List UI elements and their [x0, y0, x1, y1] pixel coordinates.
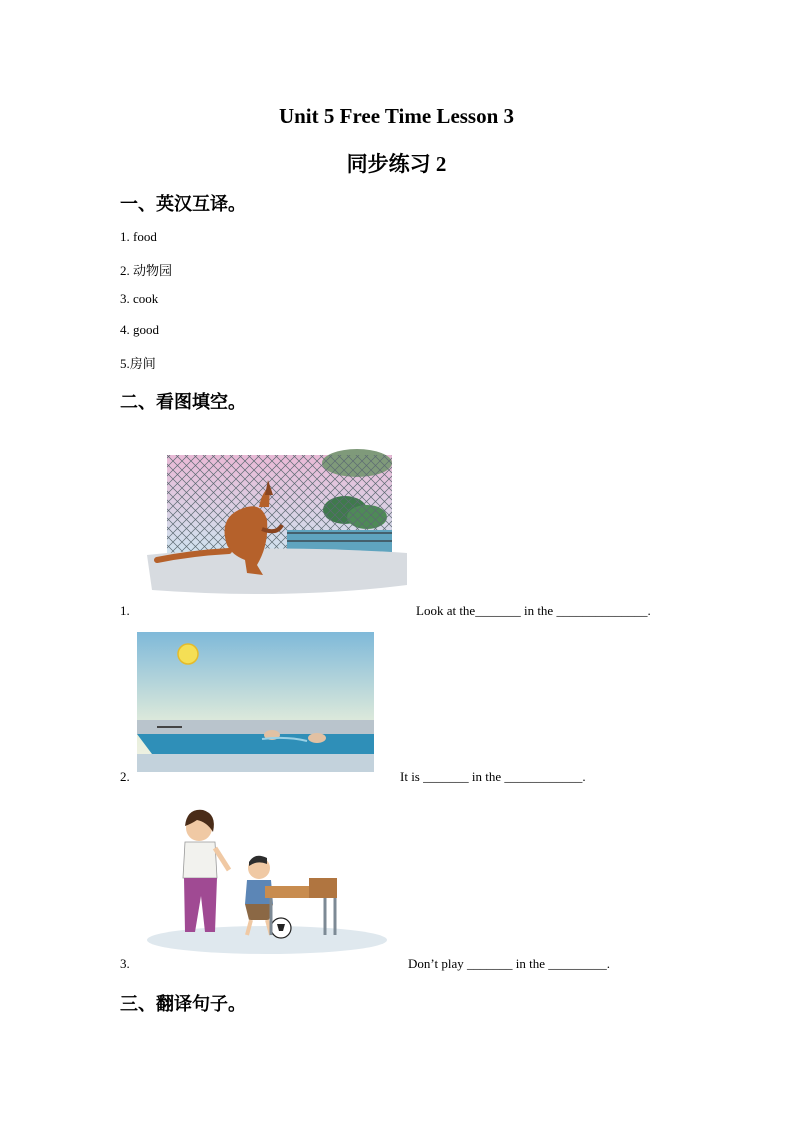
fill-in-sentence: Don’t play _______ in the _________. [408, 956, 610, 971]
page-subtitle: 同步练习 2 [346, 152, 447, 176]
section-1-heading: 一、英汉互译。 [120, 194, 246, 214]
vocab-item: 1. food [120, 229, 157, 244]
kangaroo-at-zoo-image [137, 425, 411, 615]
vocab-item: 2. 动物园 [120, 263, 173, 278]
section-2-heading: 二、看图填空。 [120, 392, 246, 412]
question-number: 3. [120, 956, 130, 971]
fill-in-sentence: Look at the_______ in the ______________. [416, 603, 651, 618]
section-3-heading: 三、翻译句子。 [120, 994, 246, 1014]
vocab-item: 4. good [120, 322, 159, 337]
boy-playing-football-in-classroom-image [137, 800, 390, 960]
fill-in-sentence: It is _______ in the ____________. [400, 769, 586, 784]
vocab-item: 5.房间 [120, 356, 156, 371]
vocab-item: 3. cook [120, 291, 159, 306]
swimming-pool-image [137, 632, 374, 772]
question-number: 1. [120, 603, 130, 618]
page-title: Unit 5 Free Time Lesson 3 [278, 104, 515, 128]
question-number: 2. [120, 769, 130, 784]
